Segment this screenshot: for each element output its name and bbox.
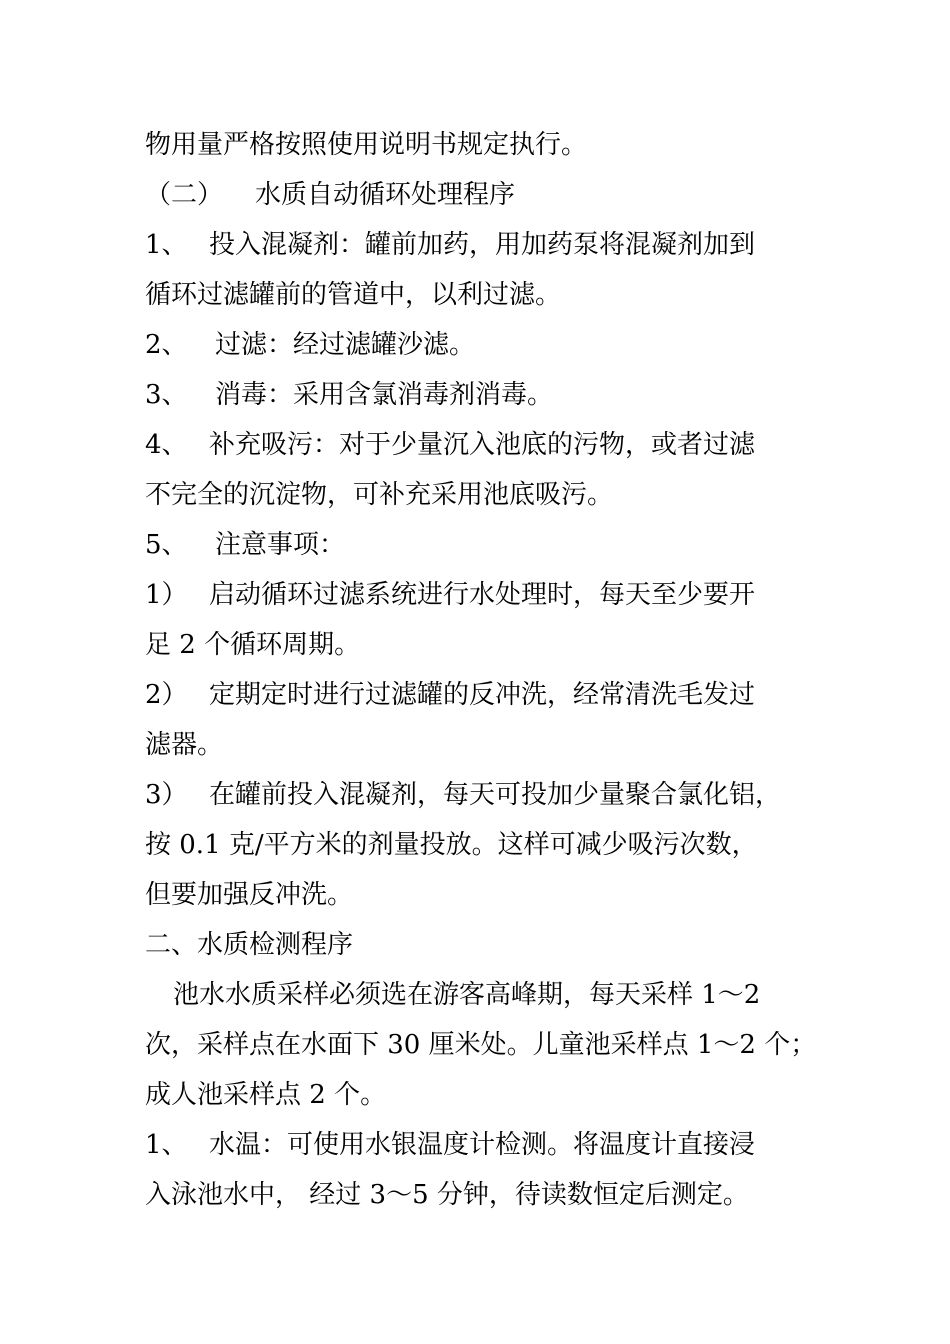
- item-text: 投入混凝剂：罐前加药，用加药泵将混凝剂加到: [209, 230, 756, 260]
- item-number: 1）: [145, 580, 188, 610]
- list-item: [145, 520, 835, 570]
- list-item: [145, 770, 835, 820]
- list-item: [145, 570, 835, 620]
- text-line: [145, 820, 835, 870]
- text-line: [145, 120, 835, 170]
- section-number: （二）: [145, 180, 224, 210]
- line-text: 循环过滤罐前的管道中，以利过滤。: [145, 280, 562, 310]
- line-text: 池水水质采样必须选在游客高峰期，每天采样 1～2: [173, 980, 761, 1010]
- line-text: 按 0.1 克/平方米的剂量投放。这样可减少吸污次数，: [145, 830, 758, 860]
- section-title: 二、水质检测程序: [145, 930, 354, 960]
- list-item: [145, 370, 835, 420]
- text-line: [145, 620, 835, 670]
- line-text: 滤器。: [145, 730, 224, 760]
- item-number: 5、: [145, 530, 188, 560]
- line-text: 入泳池水中， 经过 3～5 分钟，待读数恒定后测定。: [145, 1180, 749, 1210]
- item-text: 在罐前投入混凝剂，每天可投加少量聚合氯化铝，: [209, 780, 782, 810]
- list-item: [145, 220, 835, 270]
- text-line: [145, 1170, 835, 1220]
- item-number: 3）: [145, 780, 188, 810]
- item-text: 注意事项：: [215, 530, 346, 560]
- list-item: [145, 320, 835, 370]
- list-item: [145, 420, 835, 470]
- item-number: 1、: [145, 230, 188, 260]
- line-text: 次，采样点在水面下 30 厘米处。儿童池采样点 1～2 个；: [145, 1030, 817, 1060]
- line-text: 物用量严格按照使用说明书规定执行。: [145, 130, 588, 160]
- text-line: [145, 870, 835, 920]
- text-line: [145, 720, 835, 770]
- text-line: [145, 1070, 835, 1120]
- item-number: 3、: [145, 380, 188, 410]
- item-number: 4、: [145, 430, 188, 460]
- text-line: [145, 470, 835, 520]
- section-title: 水质自动循环处理程序: [255, 180, 516, 210]
- item-text: 过滤：经过滤罐沙滤。: [215, 330, 476, 360]
- section-heading: [145, 170, 835, 220]
- section-heading: [145, 920, 835, 970]
- line-text: 足 2 个循环周期。: [145, 630, 361, 660]
- item-text: 消毒：采用含氯消毒剂消毒。: [215, 380, 554, 410]
- item-text: 水温：可使用水银温度计检测。将温度计直接浸: [209, 1130, 756, 1160]
- text-line: [145, 1020, 835, 1070]
- list-item: [145, 1120, 835, 1170]
- item-text: 定期定时进行过滤罐的反冲洗，经常清洗毛发过: [209, 680, 756, 710]
- line-text: 成人池采样点 2 个。: [145, 1080, 387, 1110]
- item-number: 2）: [145, 680, 188, 710]
- item-text: 补充吸污：对于少量沉入池底的污物，或者过滤: [209, 430, 756, 460]
- item-number: 2、: [145, 330, 188, 360]
- document-page: [145, 120, 835, 1220]
- line-text: 但要加强反冲洗。: [145, 880, 354, 910]
- paragraph-first-line: [145, 970, 835, 1020]
- line-text: 不完全的沉淀物，可补充采用池底吸污。: [145, 480, 614, 510]
- text-line: [145, 270, 835, 320]
- list-item: [145, 670, 835, 720]
- item-text: 启动循环过滤系统进行水处理时，每天至少要开: [209, 580, 756, 610]
- item-number: 1、: [145, 1130, 188, 1160]
